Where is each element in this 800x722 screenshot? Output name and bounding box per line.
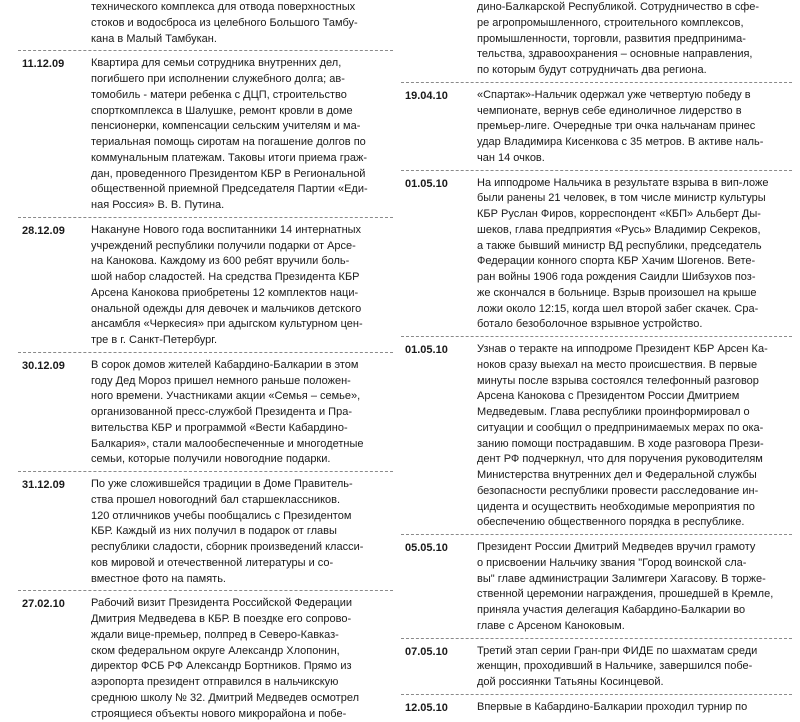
- text-line: коммунальным платежам. Таковы итоги приема граж-: [91, 151, 395, 167]
- text-line: республики сладости, сборник произведений класси-: [91, 540, 395, 556]
- entry-date: 28.12.09: [22, 223, 65, 239]
- text-line: году Дед Мороз пришел немного раньше положен-: [91, 374, 395, 390]
- entry-separator: [401, 534, 792, 535]
- text-line: шеков, глава предприятия «Русь» Владимир Секреков,: [477, 223, 800, 239]
- entry-text: [477, 88, 800, 167]
- text-line: чемпионате, вернув себе единоличное лидерство в: [477, 104, 800, 120]
- text-line: же скончался в больнице. Взрыв произошел на крыше: [477, 286, 800, 302]
- text-line: ная Россия» В. В. Путина.: [91, 198, 395, 214]
- entry-separator: [401, 694, 792, 695]
- text-line: спорткомплекса в Шалушке, ремонт кровли в доме: [91, 104, 395, 120]
- entry-text: [477, 540, 800, 635]
- chronicle-entry: [397, 176, 800, 334]
- text-line: ран войны 1906 года рождения Саидли Шибзухов поз-: [477, 270, 800, 286]
- text-line: Министерства внутренних дел и Федеральной службы: [477, 468, 800, 484]
- chronicle-entry: [0, 0, 395, 47]
- entry-separator: [401, 638, 792, 639]
- text-line: КБР Руслан Фиров, корреспондент «КБП» Альберт Ды-: [477, 207, 800, 223]
- entry-text: [91, 56, 395, 214]
- text-line: дино-Балкарской Республикой. Сотрудничество в сфе-: [477, 0, 800, 16]
- right-column: [397, 0, 800, 600]
- entry-date: 07.05.10: [405, 644, 448, 660]
- chronicle-entry: [397, 0, 800, 79]
- text-line: дой россиянки Татьяны Косинцевой.: [477, 675, 800, 691]
- text-line: Арсена Канокова с Президентом России Дмитрием: [477, 389, 800, 405]
- text-line: «Спартак»-Нальчик одержал уже четвертую победу в: [477, 88, 800, 104]
- text-line: вительства КБР и программой «Вести Кабардино-: [91, 421, 395, 437]
- text-line: Накануне Нового года воспитанники 14 интернатных: [91, 223, 395, 239]
- text-line: ждали вице-премьер, полпред в Северо-Кавказ-: [91, 628, 395, 644]
- entry-separator: [401, 170, 792, 171]
- text-line: женщин, проходивший в Нальчике, завершился побе-: [477, 659, 800, 675]
- text-line: КБР. Каждый из них получил в подарок от главы: [91, 524, 395, 540]
- text-line: Третий этап серии Гран-при ФИДЕ по шахматам среди: [477, 644, 800, 660]
- text-line: Рабочий визит Президента Российской Федерации: [91, 596, 395, 612]
- text-line: Медведевым. Глава республики проинформировал о: [477, 405, 800, 421]
- entry-date: 30.12.09: [22, 358, 65, 374]
- text-line: обеспечению общественного порядка в республике.: [477, 515, 800, 531]
- text-line: томобиль - матери ребенка с ДЦП, строительство: [91, 88, 395, 104]
- text-line: премьер-лиге. Очередные три очка нальчанам принес: [477, 119, 800, 135]
- entry-separator: [401, 336, 792, 337]
- text-line: Дмитрия Медведева в КБР. В поездке его сопрово-: [91, 612, 395, 628]
- text-line: строящиеся объекты нового микрорайона и побе-: [91, 707, 395, 722]
- chronicle-entry: [397, 342, 800, 531]
- entry-date: 01.05.10: [405, 342, 448, 358]
- text-line: В сорок домов жителей Кабардино-Балкарии в этом: [91, 358, 395, 374]
- text-line: ском федеральном округе Александр Хлопонин,: [91, 644, 395, 660]
- entry-date: 27.02.10: [22, 596, 65, 612]
- text-line: организованной пресс-службой Президента и Пра-: [91, 405, 395, 421]
- text-line: ков мировой и отечественной литературы и со-: [91, 556, 395, 572]
- text-line: приняла участия делегация Кабардино-Балкарии во: [477, 603, 800, 619]
- entry-date: 11.12.09: [22, 56, 64, 72]
- entry-text: [477, 644, 800, 691]
- left-column: [0, 0, 395, 600]
- entry-text: [91, 477, 395, 587]
- text-line: териальная помощь сиротам на погашение долгов по: [91, 135, 395, 151]
- text-line: общественной приемной Председателя Партии «Еди-: [91, 182, 395, 198]
- text-line: шой набор сладостей. На средства Президента КБР: [91, 270, 395, 286]
- text-line: Федерации конного спорта КБР Хачим Шогенов. Вете-: [477, 254, 800, 270]
- text-line: дент РФ подчеркнул, что для поручения руководителям: [477, 452, 800, 468]
- text-line: Президент России Дмитрий Медведев вручил грамоту: [477, 540, 800, 556]
- text-line: аэропорта президент отправился в нальчикскую: [91, 675, 395, 691]
- entry-date: 01.05.10: [405, 176, 448, 192]
- text-line: Арсена Канокова приобретены 12 комплектов наци-: [91, 286, 395, 302]
- text-line: удар Владимира Кисенкова с 35 метров. В активе наль-: [477, 135, 800, 151]
- entry-separator: [401, 82, 792, 83]
- text-line: цидента и осуществить необходимые мероприятия по: [477, 500, 800, 516]
- chronicle-entry: [0, 596, 395, 722]
- text-line: ботало безоболочное взрывное устройство.: [477, 317, 800, 333]
- entry-separator: [18, 471, 393, 472]
- text-line: занию помощи пострадавшим. В ходе разговора Прези-: [477, 437, 800, 453]
- text-line: погибшего при исполнении служебного долга; ав-: [91, 72, 395, 88]
- text-line: тре в г. Санкт-Петербург.: [91, 333, 395, 349]
- entry-date: 12.05.10: [405, 700, 448, 716]
- entry-date: 05.05.10: [405, 540, 448, 556]
- text-line: По уже сложившейся традиции в Доме Правитель-: [91, 477, 395, 493]
- text-line: кана в Малый Тамбукан.: [91, 32, 395, 48]
- text-line: учреждений республики получили подарки от Арсе-: [91, 239, 395, 255]
- chronicle-entry: [0, 358, 395, 468]
- text-line: Узнав о теракте на ипподроме Президент КБР Арсен Ка-: [477, 342, 800, 358]
- text-line: о присвоении Нальчику звания "Город воинской сла-: [477, 556, 800, 572]
- text-line: Балкария», стали малообеспеченные и многодетные: [91, 437, 395, 453]
- entry-text: [91, 0, 395, 47]
- text-line: вместное фото на память.: [91, 572, 395, 588]
- text-line: по которым будут сотрудничать два региона.: [477, 63, 800, 79]
- text-line: дан, проведенного Президентом КБР в Региональной: [91, 167, 395, 183]
- entry-text: [477, 0, 800, 79]
- text-line: чан 14 очков.: [477, 151, 800, 167]
- entry-text: [91, 358, 395, 468]
- entry-text: [91, 223, 395, 349]
- chronicle-entry: [0, 477, 395, 587]
- chronicle-entry: [0, 223, 395, 349]
- text-line: ства прошел новогодний бал старшеклассников.: [91, 493, 395, 509]
- text-line: ансамбля «Черкесия» при адыгском культурном цен-: [91, 317, 395, 333]
- entry-text: [91, 596, 395, 722]
- text-line: ре агропромышленного, строительного комплексов,: [477, 16, 800, 32]
- text-line: ональной одежды для девочек и мальчиков детского: [91, 302, 395, 318]
- text-line: стоков и водосброса из целебного Большого Тамбу-: [91, 16, 395, 32]
- text-line: промышленности, торговли, развития предпринима-: [477, 32, 800, 48]
- text-line: технического комплекса для отвода поверхностных: [91, 0, 395, 16]
- text-line: тельства, здравоохранения – основные направления,: [477, 47, 800, 63]
- text-line: ного времени. Участниками акции «Семья – семье»,: [91, 389, 395, 405]
- text-line: семьи, которые получили новогодние подарки.: [91, 452, 395, 468]
- text-line: директор ФСБ РФ Александр Бортников. Прямо из: [91, 659, 395, 675]
- text-line: ноков сразу выехал на место происшествия. В первые: [477, 358, 800, 374]
- entry-separator: [18, 217, 393, 218]
- text-line: минуты после взрыва состоялся телефонный разговор: [477, 374, 800, 390]
- text-line: главе с Арсеном Каноковым.: [477, 619, 800, 635]
- text-line: среднюю школу № 32. Дмитрий Медведев осмотрел: [91, 691, 395, 707]
- entry-separator: [18, 352, 393, 353]
- entry-date: 19.04.10: [405, 88, 448, 104]
- text-line: На ипподроме Нальчика в результате взрыва в вип-ложе: [477, 176, 800, 192]
- text-line: были ранены 21 человек, в том числе министр культуры: [477, 191, 800, 207]
- chronicle-entry: [0, 56, 395, 214]
- text-line: пенсионерки, компенсации сельским учителям и ма-: [91, 119, 395, 135]
- text-line: ложи около 12:15, когда шел второй забег скачек. Сра-: [477, 302, 800, 318]
- text-line: Впервые в Кабардино-Балкарии проходил турнир по: [477, 700, 800, 716]
- entry-text: [477, 700, 800, 716]
- chronicle-entry: [397, 644, 800, 691]
- text-line: а также бывший министр ВД республики, председатель: [477, 239, 800, 255]
- entry-separator: [18, 590, 393, 591]
- entry-text: [477, 342, 800, 531]
- text-line: ситуации и сообщил о предпринимаемых мерах по ока-: [477, 421, 800, 437]
- text-line: вы" главе администрации Залимгери Хагасову. В торже-: [477, 572, 800, 588]
- text-line: Квартира для семьи сотрудника внутренних дел,: [91, 56, 395, 72]
- entry-text: [477, 176, 800, 334]
- chronicle-entry: [397, 700, 800, 716]
- text-line: ственной церемонии награждения, прошедшей в Кремле,: [477, 587, 800, 603]
- text-line: безопасности республики провести расследование ин-: [477, 484, 800, 500]
- entry-date: 31.12.09: [22, 477, 65, 493]
- text-line: на Канокова. Каждому из 600 ребят вручили боль-: [91, 254, 395, 270]
- entry-separator: [18, 50, 393, 51]
- chronicle-entry: [397, 88, 800, 167]
- text-line: 120 отличников учебы пообщались с Президентом: [91, 509, 395, 525]
- chronicle-entry: [397, 540, 800, 635]
